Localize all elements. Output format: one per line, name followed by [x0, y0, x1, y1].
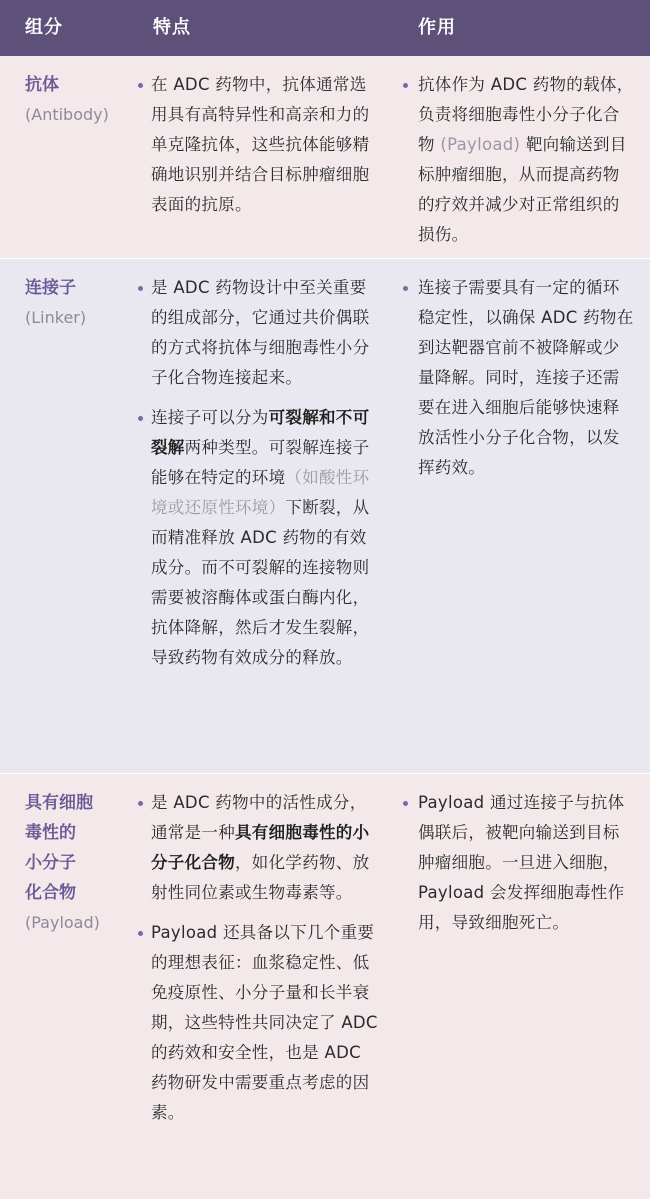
role-cell	[403, 788, 635, 938]
component-name: 连接子	[25, 278, 76, 298]
features-cell	[138, 788, 382, 1138]
role-item: 连接子需要具有一定的循环稳定性，以确保 ADC 药物在到达靶器官前不被降解或少量降解。同时，连接子还需要在进入细胞后能够快速释放活性小分子化合物，以发挥药效。	[403, 273, 635, 483]
table-row	[0, 774, 650, 1199]
component-name-line: 小分子	[25, 853, 76, 873]
component-en-name: (Linker)	[25, 308, 87, 327]
header-component: 组分	[25, 17, 63, 38]
bullet-dot-icon	[138, 286, 143, 291]
bullet-dot-icon	[138, 801, 143, 806]
table-row	[0, 56, 650, 259]
role-cell	[403, 273, 635, 483]
bullet-dot-icon	[138, 931, 143, 936]
role-cell	[403, 70, 635, 250]
features-cell	[138, 273, 382, 683]
bullet-dot-icon	[138, 83, 143, 88]
header-features: 特点	[153, 17, 191, 38]
component-cell	[25, 273, 130, 333]
features-cell	[138, 70, 382, 230]
component-name: 抗体	[25, 75, 59, 95]
role-item: Payload 通过连接子与抗体偶联后，被靶向输送到目标肿瘤细胞。一旦进入细胞，Payload 会发挥细胞毒性作用，导致细胞死亡。	[403, 788, 635, 938]
component-en-name: (Payload)	[25, 913, 100, 932]
bullet-dot-icon	[403, 286, 408, 291]
feature-item: 是 ADC 药物设计中至关重要的组成部分，它通过共价偶联的方式将抗体与细胞毒性小分子化合物连接起来。	[138, 273, 382, 393]
feature-item: 是 ADC 药物中的活性成分，通常是一种具有细胞毒性的小分子化合物，如化学药物、放射性同位素或生物毒素等。	[138, 788, 382, 908]
role-item: 抗体作为 ADC 药物的载体，负责将细胞毒性小分子化合物 (Payload) 靶向输送到目标肿瘤细胞，从而提高药物的疗效并减少对正常组织的损伤。	[403, 70, 635, 250]
bullet-dot-icon	[403, 801, 408, 806]
feature-item: Payload 还具备以下几个重要的理想表征：血浆稳定性、低免疫原性、小分子量和长半衰期，这些特性共同决定了 ADC 的药效和安全性，也是 ADC 药物研发中需要重点考虑的因素。	[138, 918, 382, 1128]
feature-item: 在 ADC 药物中，抗体通常选用具有高特异性和高亲和力的单克隆抗体，这些抗体能够精确地识别并结合目标肿瘤细胞表面的抗原。	[138, 70, 382, 220]
feature-item: 连接子可以分为可裂解和不可裂解两种类型。可裂解连接子能够在特定的环境（如酸性环境或还原性环境）下断裂，从而精准释放 ADC 药物的有效成分。而不可裂解的连接物则需要被溶酶体或蛋白酶内化，抗体降解，然后才发生裂解，导致药物有效成分的释放。	[138, 403, 382, 673]
table-header	[0, 0, 650, 56]
component-name-line: 毒性的	[25, 823, 76, 843]
component-name-line: 具有细胞	[25, 793, 93, 813]
component-name-line: 化合物	[25, 883, 76, 903]
component-cell	[25, 70, 130, 130]
bullet-dot-icon	[403, 83, 408, 88]
header-role: 作用	[418, 17, 456, 38]
bullet-dot-icon	[138, 416, 143, 421]
table-row	[0, 259, 650, 774]
component-en-name: (Antibody)	[25, 105, 109, 124]
component-cell	[25, 788, 130, 938]
